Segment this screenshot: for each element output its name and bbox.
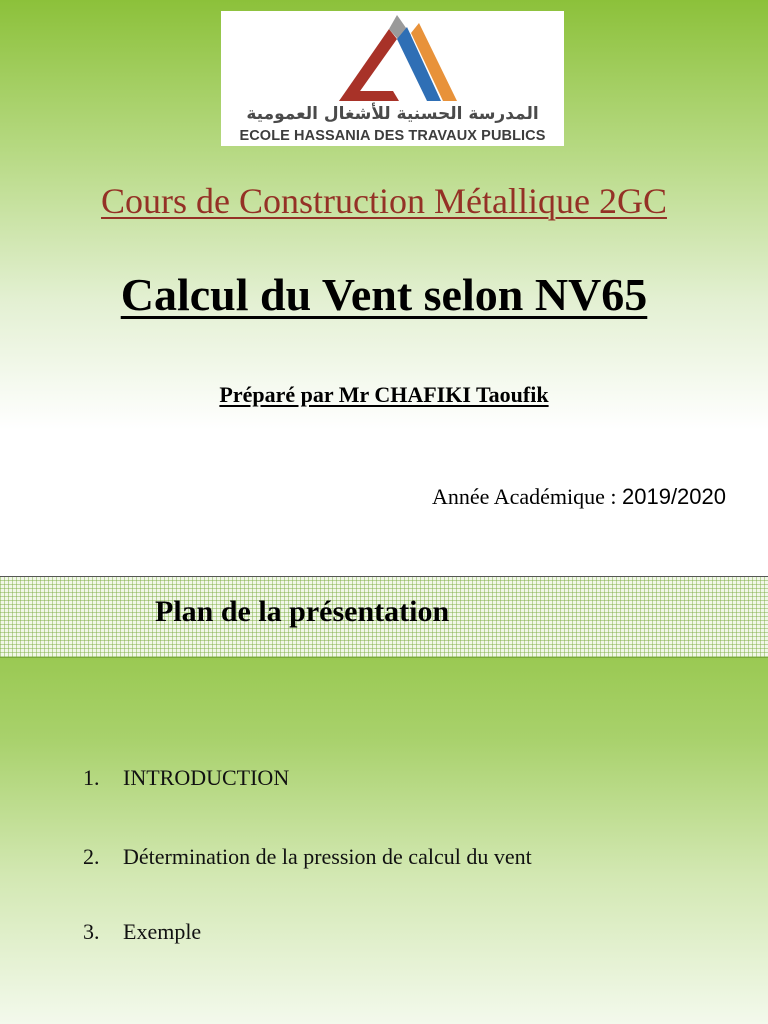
agenda-list bbox=[0, 577, 768, 1024]
author-line: Préparé par Mr CHAFIKI Taoufik bbox=[219, 382, 549, 407]
list-item-number: 3. bbox=[83, 919, 100, 944]
list-item bbox=[83, 919, 201, 945]
page-title: Calcul du Vent selon NV65 bbox=[120, 269, 648, 320]
list-item-label: Exemple bbox=[123, 919, 202, 944]
plan-title: Plan de la présentation bbox=[155, 595, 450, 628]
list-item bbox=[83, 844, 532, 870]
list-item-number: 2. bbox=[83, 844, 100, 869]
list-item-label: INTRODUCTION bbox=[123, 765, 290, 790]
list-item bbox=[83, 765, 289, 791]
logo-emblem-icon bbox=[221, 11, 564, 106]
academic-year-label: Année Académique : bbox=[432, 484, 622, 509]
list-item-number: 1. bbox=[83, 765, 100, 790]
academic-year bbox=[432, 484, 726, 510]
school-logo bbox=[221, 11, 564, 146]
academic-year-value: 2019/2020 bbox=[622, 484, 726, 509]
list-item-label: Détermination de la pression de calcul du vent bbox=[123, 844, 532, 869]
logo-latin-text: ECOLE HASSANIA DES TRAVAUX PUBLICS bbox=[239, 128, 546, 144]
logo-arabic-text: المدرسة الحسنية للأشغال العمومية bbox=[246, 104, 539, 124]
course-title: Cours de Construction Métallique 2GC bbox=[101, 181, 667, 221]
plan-slide bbox=[0, 577, 768, 1024]
